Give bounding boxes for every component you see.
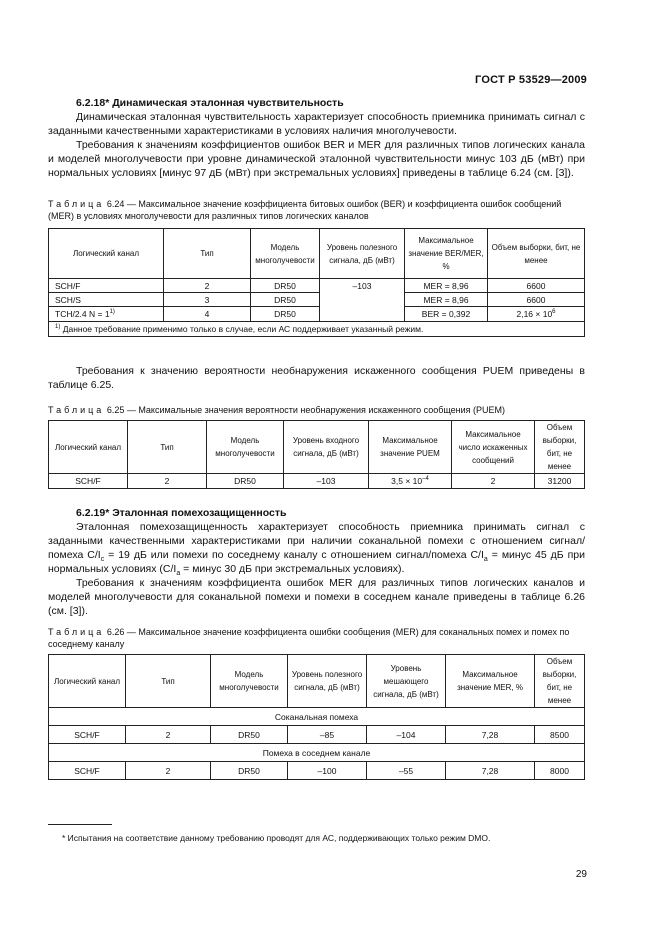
table-row: SCH/F 2 DR50 –103 $3,5 \times 10^{-4}$ 2 31200 [49,474,585,489]
table-caption-6-25: Таблица 6.25 — Максимальные значения вероятности необнаружения искаженного сообщения (PUEM) [48,405,506,415]
paragraph: Эталонная помехозащищенность характеризует способность приемника принимать сигнал с заданными качественными характеристиками при наличии соканальной помехи с отношением сигнал/помеха $C/I_c = 19$ дБ или помехи по соседнему каналу с отношением сигнал/помеха $C/I_a$ = минус 45 дБ при нормальных условиях ($C/I_a$ = минус 30 дБ при экстремальных условиях). [48,521,585,578]
document-code: ГОСТ Р 53529—2009 [475,74,587,86]
table-group-header: Помеха в соседнем канале [49,744,585,762]
table-6-24: Логический канал Тип Модель многолучевости Уровень полезного сигнала, дБ (мВт) Максимальное значение BER/MER, % Объем выборки, бит, не менее SCH/F 2 DR50 –103 MER = 8,96 6600 SCH/S 3 DR50 MER = 8,96 6600 TCH/2.4 $N = 1^{1)}$ 4 DR50 BER = 0,392 $2,16 \times 10^6$ $^{1)}$ Данное требование применимо только в случае, если АС поддерживает указанный режим. [48,228,585,337]
table-footnote: $^{1)}$ Данное требование применимо только в случае, если АС поддерживает указанный режим. [49,322,585,337]
table-6-26: Логический канал Тип Модель многолучевости Уровень полезного сигнала, дБ (мВт) Уровень мешающего сигнала, дБ (мВт) Максимальное значение MER, % Объем выборки, бит, не менее Соканальная помеха SCH/F 2 DR50 –85 –104 7,28 8500 Помеха в соседнем канале SCH/F 2 DR50 –100 –55 7,28 8000 [48,654,585,780]
table-row: SCH/F 2 DR50 –85 –104 7,28 8500 [49,726,585,744]
page-footnote: * Испытания на соответствие данному требованию проводят для АС, поддерживающих только режим DMO. [62,833,491,843]
paragraph: Требования к значениям коэффициента ошибок MER для различных типов логических каналов и моделей многолучевости для соканальной помехи и помехи в соседнем канале приведены в таблице 6.26 (см. [3]). [48,577,585,617]
table-row: SCH/F 2 DR50 –103 MER = 8,96 6600 [49,279,585,293]
paragraph: Динамическая эталонная чувствительность характеризует способность приемника принимать сигнал с заданными качественными характеристиками в условиях наличия многолучевости. [48,111,585,137]
paragraph: Требования к значениям коэффициентов ошибок BER и MER для различных типов логических канала и моделей многолучевости при уровне динамической эталонной чувствительности минус 103 дБ (мВт) при нормальных условиях [минус 97 дБ (мВт) при экстремальных условиях] приведены в таблице 6.24 (см. [3]). [48,139,585,179]
table-caption-6-24: Таблица 6.24 — Максимальное значение коэффициента битовых ошибок (BER) и коэффициента ошибок сообщений (MER) в условиях многолучевости для различных типов логических каналов [48,199,562,221]
table-row: SCH/F 2 DR50 –100 –55 7,28 8000 [49,762,585,780]
footnote-divider [48,824,112,825]
table-group-header: Соканальная помеха [49,708,585,726]
table-caption-6-26: Таблица 6.26 — Максимальное значение коэффициента ошибки сообщения (MER) для соканальных помех и помех по соседнему каналу [48,627,570,649]
page-number: 29 [575,869,587,880]
table-row: SCH/S 3 DR50 MER = 8,96 6600 [49,293,585,307]
paragraph: Требования к значению вероятности необнаружения искаженного сообщения PUEM приведены в таблице 6.25. [48,365,585,391]
section-heading-6-2-18: 6.2.18* Динамическая эталонная чувствительность [76,97,344,109]
table-6-25: Логический канал Тип Модель многолучевости Уровень входного сигнала, дБ (мВт) Максимальное значение PUEM Максимальное число искаженных сообщений Объем выборки, бит, не менее SCH/F 2 DR50 –103 $3,5 \times 10^{-4}$ 2 31200 [48,420,585,489]
section-heading-6-2-19: 6.2.19* Эталонная помехозащищенность [76,507,287,519]
table-row: TCH/2.4 $N = 1^{1)}$ 4 DR50 BER = 0,392 $2,16 \times 10^6$ [49,307,585,322]
